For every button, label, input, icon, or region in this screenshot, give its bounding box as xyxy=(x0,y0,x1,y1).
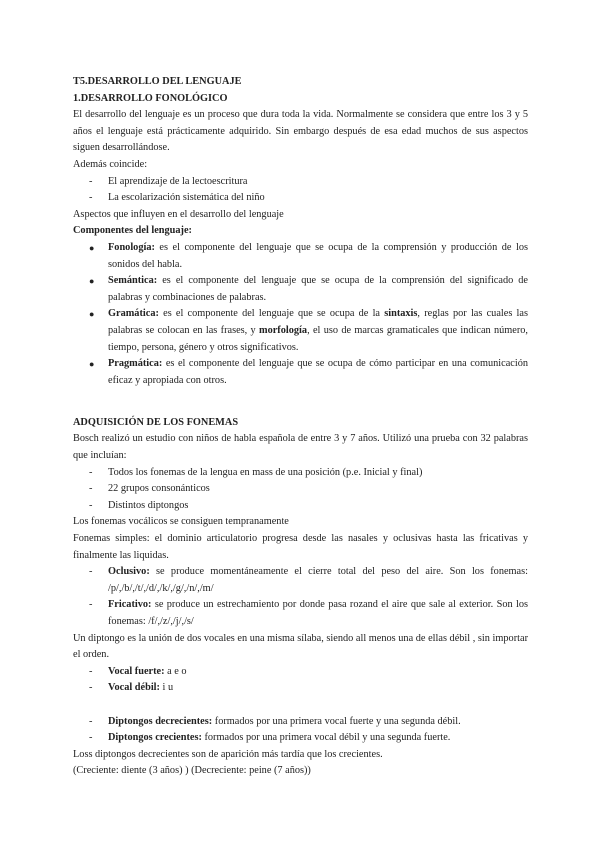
paragraph-fonemas-simples: Fonemas simples: el dominio articulatorio progresa desde las nasales y oclusivas hasta las fricativas y finalmente las liquidas. xyxy=(73,533,528,561)
vocales-list xyxy=(73,664,528,697)
dash-marker: - xyxy=(89,192,93,204)
paragraph-vocalicos: Los fonemas vocálicos se consiguen tempranamente xyxy=(73,516,289,528)
list-item: - El aprendizaje de la lectoescritura xyxy=(73,174,528,191)
term-oclusivo: Oclusivo: xyxy=(108,566,150,578)
list-item: - Diptongos crecientes: formados por una primera vocal débil y una segunda fuerte. xyxy=(73,730,528,747)
bullet-marker: ● xyxy=(89,309,95,320)
list-item: - Distintos diptongos xyxy=(73,498,528,515)
paragraph-intro: El desarrollo del lenguaje es un proceso que dura toda la vida. Normalmente se considera que entre los 3 y 5 años el lenguaje está prácticamente adquirido. Sin embargo después de esa edad muchos de sus aspectos siguen desarrollándose. xyxy=(73,109,528,154)
bullet-marker: ● xyxy=(89,359,95,370)
list-item: ● Fonología: es el componente del lenguaje que se ocupa de la comprensión y producción de los sonidos del habla. xyxy=(89,241,528,270)
paragraph-loss-diptongos: Loss diptongos decrecientes son de aparición más tardía que los crecientes. xyxy=(73,748,383,760)
prueba-list xyxy=(73,465,528,515)
document-title: T5.DESARROLLO DEL LENGUAJE xyxy=(73,76,242,87)
list-item: ● Semántica: es el componente del lenguaje que se ocupa de la comprensión del significado de palabras y combinaciones de palabras. xyxy=(89,275,528,303)
bullet-marker: ● xyxy=(89,276,95,287)
list-item: ● Gramática: es el componente del lenguaje que se ocupa de la sintaxis, reglas por las cuales las palabras se colocan en las frases, y morfología, el uso de marcas gramaticales que indican número, tiempo, persona, género y otros significativos. xyxy=(89,308,529,353)
dash-marker: - xyxy=(89,466,93,478)
term-diptongos-crecientes: Diptongos crecientes: xyxy=(108,732,202,744)
list-item: - Oclusivo: se produce momentáneamente el cierre total del peso del aire. Son los fonemas: /p/,/b/,/t/,/d/,/k/,/g/,/n/,/m/ xyxy=(89,566,528,594)
term-vocal-debil: Vocal débil: xyxy=(108,682,160,694)
dash-marker: - xyxy=(89,483,93,495)
term-fricativo: Fricativo: xyxy=(108,599,152,611)
list-item: - Diptongos decrecientes: formados por una primera vocal fuerte y una segunda débil. xyxy=(73,714,528,731)
dash-marker: - xyxy=(89,175,93,187)
term-semantica: Semántica: xyxy=(108,275,158,287)
list-item: - La escolarización sistemática del niño xyxy=(73,190,528,207)
term-gramatica: Gramática: xyxy=(108,308,159,320)
dash-marker: - xyxy=(89,665,93,677)
coincide-list xyxy=(73,174,528,207)
paragraph-ejemplo: (Creciente: diente (3 años) ) (Decreciente: peine (7 años)) xyxy=(73,765,311,777)
dash-marker: - xyxy=(89,732,93,744)
list-item: - Vocal fuerte: a e o xyxy=(73,664,528,681)
dash-marker: - xyxy=(89,566,93,578)
paragraph-diptongo: Un diptongo es la unión de dos vocales en una misma sílaba, siendo all menos una de ellas débil , sin importar el orden. xyxy=(73,632,528,661)
tipos-list xyxy=(73,564,528,630)
dash-marker: - xyxy=(89,499,93,511)
dash-marker: - xyxy=(89,682,93,694)
term-sintaxis: sintaxis xyxy=(384,308,418,320)
document-page xyxy=(73,74,528,780)
componentes-list xyxy=(73,240,528,389)
term-diptongos-decrecientes: Diptongos decrecientes: xyxy=(108,715,213,727)
section-heading-adquisicion-fonemas: ADQUISICIÓN DE LOS FONEMAS xyxy=(73,416,239,428)
list-item: - Fricativo: se produce un estrechamiento por donde pasa rozand el aire que sale al exterior. Son los fonemas: /f/,/z/,/j/,/s/ xyxy=(89,599,528,627)
componentes-heading: Componentes del lenguaje: xyxy=(73,225,192,237)
diptongos-list xyxy=(73,714,528,747)
term-morfologia: morfología xyxy=(259,324,308,336)
term-pragmatica: Pragmática: xyxy=(108,358,163,370)
list-item: - Vocal débil: i u xyxy=(73,680,528,697)
list-item: - Todos los fonemas de la lengua en mass de una posición (p.e. Inicial y final) xyxy=(73,465,528,482)
section-heading-desarrollo-fonologico: 1.DESARROLLO FONOLÓGICO xyxy=(73,92,228,104)
paragraph-coincide: Además coincide: xyxy=(73,158,148,170)
dash-marker: - xyxy=(89,715,93,727)
term-vocal-fuerte: Vocal fuerte: xyxy=(108,665,165,677)
paragraph-aspectos: Aspectos que influyen en el desarrollo del lenguaje xyxy=(73,208,284,220)
term-fonologia: Fonología: xyxy=(108,241,155,253)
list-item: ● Pragmática: es el componente del lenguaje que se ocupa de cómo participar en una comunicación eficaz y apropiada con otros. xyxy=(89,358,528,386)
bullet-marker: ● xyxy=(89,242,95,253)
paragraph-bosch: Bosch realizó un estudio con niños de habla española de entre 3 y 7 años. Utilizó una prueba con 32 palabras que incluían: xyxy=(73,433,528,462)
dash-marker: - xyxy=(89,599,93,611)
list-item: - 22 grupos consonánticos xyxy=(73,481,528,498)
